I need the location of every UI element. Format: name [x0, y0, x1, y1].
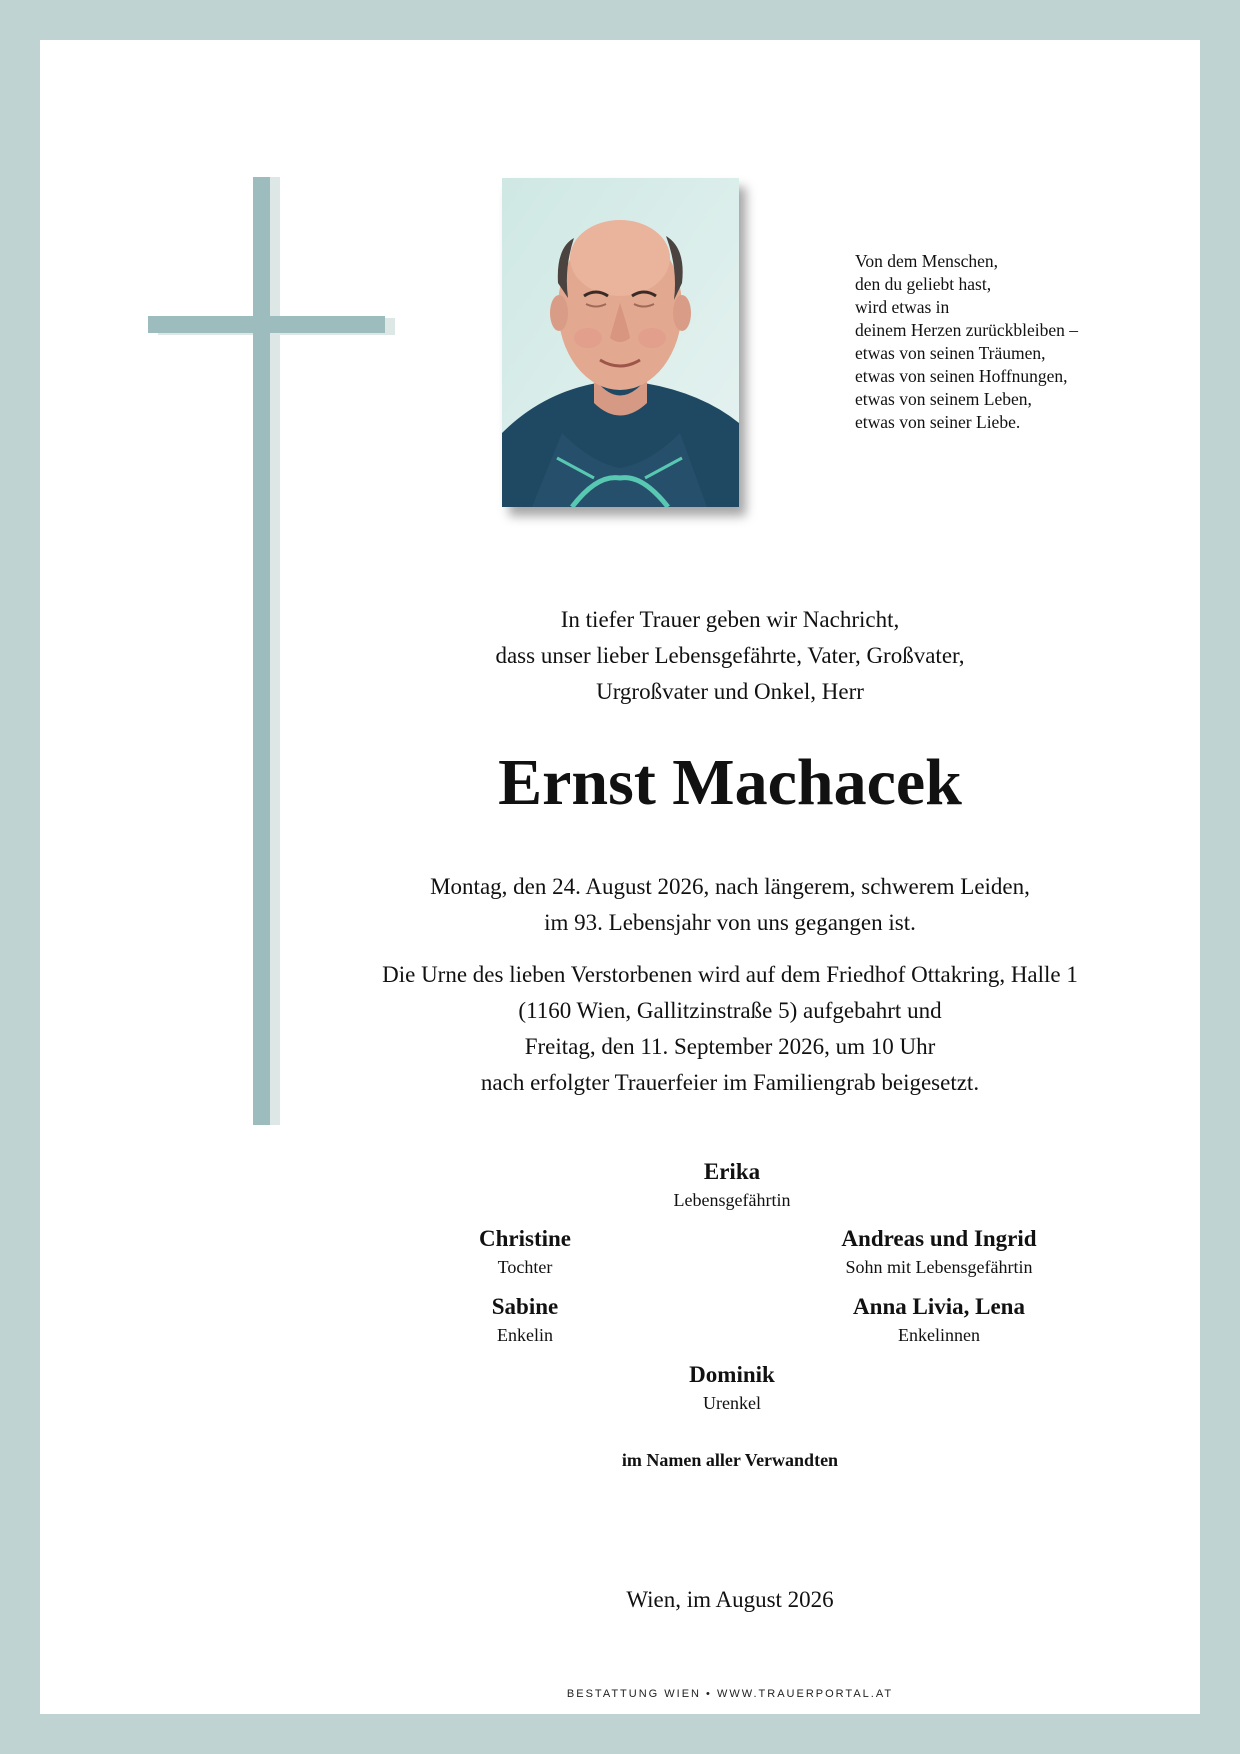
poem-line: wird etwas in	[855, 297, 950, 317]
mourner-relation: Enkelin	[497, 1325, 553, 1345]
footer-credit: BESTATTUNG WIEN • WWW.TRAUERPORTAL.AT	[566, 1688, 894, 1700]
mourner-name: Dominik	[689, 1362, 775, 1387]
mourner-entry	[759, 1293, 1119, 1349]
relatives-line: im Namen aller Verwandten	[621, 1450, 839, 1470]
deceased-name: Ernst Machacek	[498, 746, 962, 819]
intro-line: Urgroßvater und Onkel, Herr	[596, 679, 864, 704]
poem-line: etwas von seinen Hoffnungen,	[855, 366, 1068, 386]
place-date: Wien, im August 2026	[626, 1587, 834, 1612]
intro-line: dass unser lieber Lebensgefährte, Vater, Großvater,	[495, 643, 965, 668]
mourner-name: Erika	[703, 1159, 761, 1184]
mourner-entry	[759, 1225, 1119, 1281]
mourner-relation: Urenkel	[703, 1393, 761, 1413]
poem	[855, 250, 1155, 434]
mourner-name: Christine	[479, 1226, 571, 1251]
death-notice	[250, 869, 1210, 941]
mourner-entry	[552, 1158, 912, 1214]
mourner-relation: Tochter	[497, 1257, 553, 1277]
intro-line: In tiefer Trauer geben wir Nachricht,	[560, 607, 900, 632]
mourner-relation: Lebensgefährtin	[673, 1190, 791, 1210]
funeral-details	[250, 957, 1210, 1101]
funeral-line: nach erfolgter Trauerfeier im Familiengrab beigesetzt.	[480, 1070, 980, 1095]
death-line: im 93. Lebensjahr von uns gegangen ist.	[544, 910, 916, 935]
poem-line: deinem Herzen zurückbleiben –	[855, 320, 1079, 340]
portrait-photo	[502, 178, 739, 507]
mourner-entry	[345, 1293, 705, 1349]
mourner-entry	[552, 1361, 912, 1417]
mourner-name: Andreas und Ingrid	[841, 1226, 1037, 1251]
poem-line: Von dem Menschen,	[855, 251, 999, 271]
mourner-entry	[345, 1225, 705, 1281]
mourner-relation: Enkelinnen	[898, 1325, 980, 1345]
poem-line: den du geliebt hast,	[855, 274, 992, 294]
funeral-line: Die Urne des lieben Verstorbenen wird auf dem Friedhof Ottakring, Halle 1	[382, 962, 1078, 987]
cross-horizontal-bar	[148, 316, 385, 333]
poem-line: etwas von seinen Träumen,	[855, 343, 1046, 363]
funeral-line: Freitag, den 11. September 2026, um 10 Uhr	[524, 1034, 936, 1059]
poem-line: etwas von seiner Liebe.	[855, 412, 1021, 432]
funeral-line: (1160 Wien, Gallitzinstraße 5) aufgebahrt und	[518, 998, 942, 1023]
announcement-intro	[250, 602, 1210, 710]
poem-line: etwas von seinem Leben,	[855, 389, 1032, 409]
mourner-name: Sabine	[491, 1294, 559, 1319]
mourner-name: Anna Livia, Lena	[853, 1294, 1025, 1319]
death-line: Montag, den 24. August 2026, nach längerem, schwerem Leiden,	[430, 874, 1030, 899]
mourner-relation: Sohn mit Lebensgefährtin	[845, 1257, 1033, 1277]
